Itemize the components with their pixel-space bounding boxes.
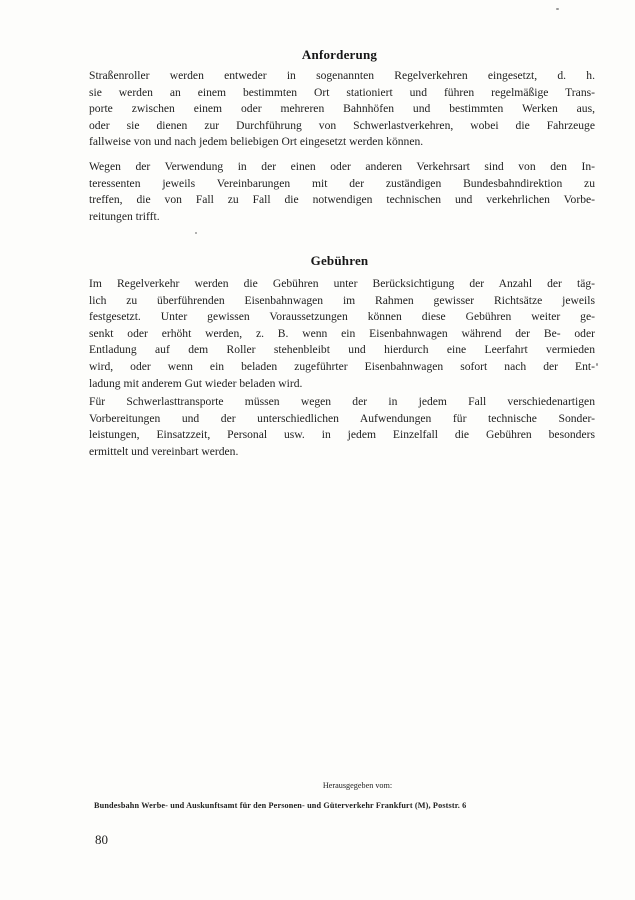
text-line: Entladung auf dem Roller stehenbleibt und hierdurch eine Leerfahrt vermieden xyxy=(89,343,595,357)
text-line: lich zu überführenden Eisenbahnwagen im Rahmen gewisser Richtsätze jeweils xyxy=(89,293,595,307)
text-line: ladung mit anderem Gut wieder beladen wird. xyxy=(89,376,303,390)
text-line: senkt oder erhöht werden, z. B. wenn ein Eisenbahnwagen während der Be- oder xyxy=(89,326,595,340)
paragraph-regular-fees xyxy=(89,276,595,392)
publisher-label: Herausgegeben vom: xyxy=(322,781,393,790)
text-line: Wegen der Verwendung in der einen oder anderen Verkehrsart sind von den In- xyxy=(89,160,595,173)
paper-speck xyxy=(596,363,598,366)
paper-speck xyxy=(195,232,197,234)
section-title-anforderung: Anforderung xyxy=(301,47,378,62)
text-line: Straßenroller werden entweder in sogenannten Regelverkehren eingesetzt, d. h. xyxy=(89,69,595,82)
text-line: wird, oder wenn ein beladen zugeführter Eisenbahnwagen sofort nach der Ent- xyxy=(89,359,595,373)
text-line: teressenten jeweils Vereinbarungen mit der zuständigen Bundesbahndirektion zu xyxy=(89,176,595,190)
paragraph-roller-usage xyxy=(89,68,595,151)
page-number: 80 xyxy=(95,832,108,847)
text-line: Für Schwerlasttransporte müssen wegen der in jedem Fall verschiedenartigen xyxy=(89,395,595,408)
text-line: Im Regelverkehr werden die Gebühren unter Berücksichtigung der Anzahl der täg- xyxy=(89,277,595,290)
text-line: treffen, die von Fall zu Fall die notwendigen technischen und verkehrlichen Vorbe- xyxy=(89,193,595,207)
text-line: porte zwischen einem oder mehreren Bahnhöfen und bestimmten Werken aus, xyxy=(89,102,595,116)
text-line: ermittelt und vereinbart werden. xyxy=(89,444,239,458)
text-line: Vorbereitungen und der unterschiedlichen Aufwendungen für technische Sonder- xyxy=(89,411,595,425)
text-line: fallweise von und nach jedem beliebigen Ort eingesetzt werden können. xyxy=(89,135,424,149)
publisher-imprint: Bundesbahn Werbe- und Auskunftsamt für den Personen- und Güterverkehr Frankfurt (M), Poststr. 6 xyxy=(94,801,467,810)
text-line: festgesetzt. Unter gewissen Voraussetzungen können diese Gebühren weiter ge- xyxy=(89,310,595,324)
text-line: reitungen trifft. xyxy=(89,209,160,223)
text-line: sie werden an einem bestimmten Ort stationiert und führen regelmäßige Trans- xyxy=(89,85,595,99)
paragraph-heavy-transport-fees xyxy=(89,394,595,460)
paragraph-agreements xyxy=(89,159,595,225)
section-title-gebuehren: Gebühren xyxy=(310,253,369,268)
text-line: oder sie dienen zur Durchführung von Schwerlastverkehren, wobei die Fahrzeuge xyxy=(89,118,595,132)
text-line: leistungen, Einsatzzeit, Personal usw. in jedem Einzelfall die Gebühren besonders xyxy=(89,428,595,442)
paper-speck xyxy=(556,8,559,10)
